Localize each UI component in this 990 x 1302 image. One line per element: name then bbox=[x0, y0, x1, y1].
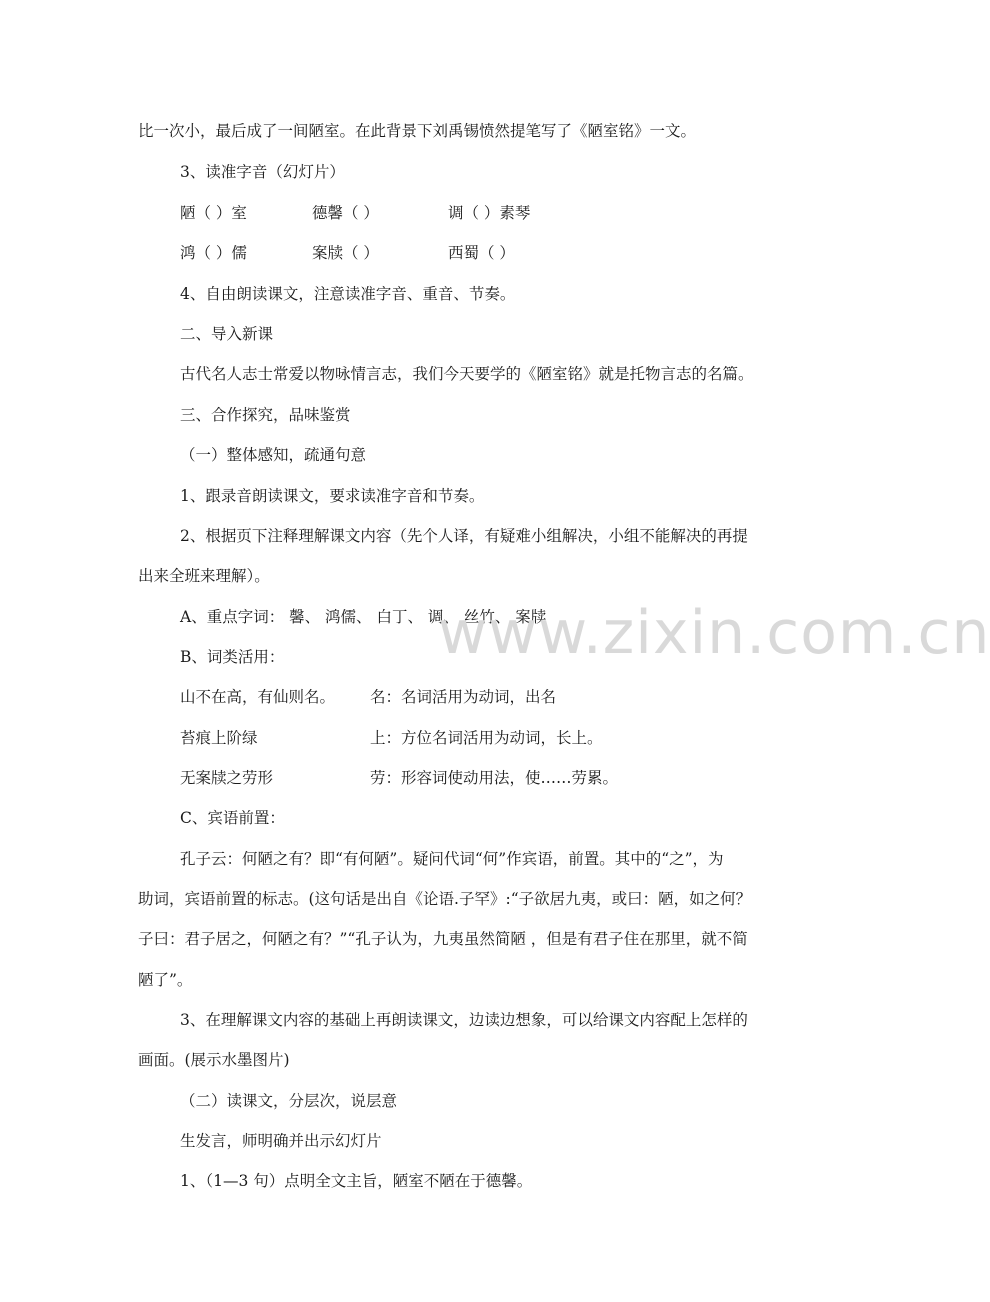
usage-left: 无案牍之劳形 bbox=[180, 769, 274, 787]
text-line: 子曰：君子居之，何陋之有？”“孔子认为，九夷虽然简陋 ，但是有君子住在那里，就不简 bbox=[138, 930, 748, 948]
text-line: 1、（1—3 句）点明全文主旨，陋室不陋在于德馨。 bbox=[180, 1172, 533, 1190]
usage-right: 名：名词活用为动词，出名 bbox=[370, 688, 557, 706]
text-line: 3、在理解课文内容的基础上再朗读课文，边读边想象，可以给课文内容配上怎样的 bbox=[180, 1011, 748, 1029]
subsection-heading: （二）读课文，分层次，说层意 bbox=[180, 1092, 398, 1110]
usage-left: 山不在高，有仙则名。 bbox=[180, 688, 336, 706]
text-line: 生发言，师明确并出示幻灯片 bbox=[180, 1132, 382, 1150]
usage-right: 上：方位名词活用为动词，长上。 bbox=[370, 729, 603, 747]
pinyin-item: 调（ ）素琴 bbox=[448, 204, 531, 222]
pinyin-item: 案牍（ ） bbox=[312, 244, 379, 262]
usage-right: 劳：形容词使动用法，使……劳累。 bbox=[370, 769, 619, 787]
pinyin-item: 西蜀（ ） bbox=[448, 244, 515, 262]
text-line: 1、跟录音朗读课文，要求读准字音和节奏。 bbox=[180, 487, 485, 505]
text-line: 2、根据页下注释理解课文内容（先个人译，有疑难小组解决，小组不能解决的再提 bbox=[180, 527, 748, 545]
subsection-heading: （一）整体感知，疏通句意 bbox=[180, 446, 367, 464]
usage-left: 苔痕上阶绿 bbox=[180, 729, 258, 747]
pinyin-item: 陋（ ）室 bbox=[180, 204, 247, 222]
text-line: C、宾语前置： bbox=[180, 809, 285, 827]
text-line: 4、自由朗读课文，注意读准字音、重音、节奏。 bbox=[180, 285, 516, 303]
text-line: 陋了”。 bbox=[138, 971, 193, 989]
text-line: 孔子云：何陋之有？即“有何陋”。疑问代词“何”作宾语，前置。其中的“之”，为 bbox=[180, 850, 724, 868]
text-line: 比一次小，最后成了一间陋室。在此背景下刘禹锡愤然提笔写了《陋室铭》一文。 bbox=[138, 122, 697, 140]
text-line: 古代名人志士常爱以物咏情言志，我们今天要学的《陋室铭》就是托物言志的名篇。 bbox=[180, 365, 754, 383]
text-line: 助词，宾语前置的标志。(这句话是出自《论语.子罕》:“子欲居九夷，或曰：陋，如之何？ bbox=[138, 890, 752, 908]
text-line: 3、读准字音（幻灯片） bbox=[180, 163, 345, 181]
text-line: 出来全班来理解）。 bbox=[138, 567, 270, 585]
watermark: www.zixin.com.cn bbox=[438, 598, 990, 668]
text-line: A、重点字词： 馨、 鸿儒、 白丁、 调、 丝竹、 案牍 bbox=[180, 608, 547, 626]
pinyin-item: 德馨（ ） bbox=[312, 204, 379, 222]
section-heading: 三、合作探究，品味鉴赏 bbox=[180, 406, 351, 424]
text-line: 画面。(展示水墨图片) bbox=[138, 1051, 290, 1069]
pinyin-item: 鸿（ ）儒 bbox=[180, 244, 247, 262]
section-heading: 二、导入新课 bbox=[180, 325, 274, 343]
text-line: B、词类活用： bbox=[180, 648, 285, 666]
